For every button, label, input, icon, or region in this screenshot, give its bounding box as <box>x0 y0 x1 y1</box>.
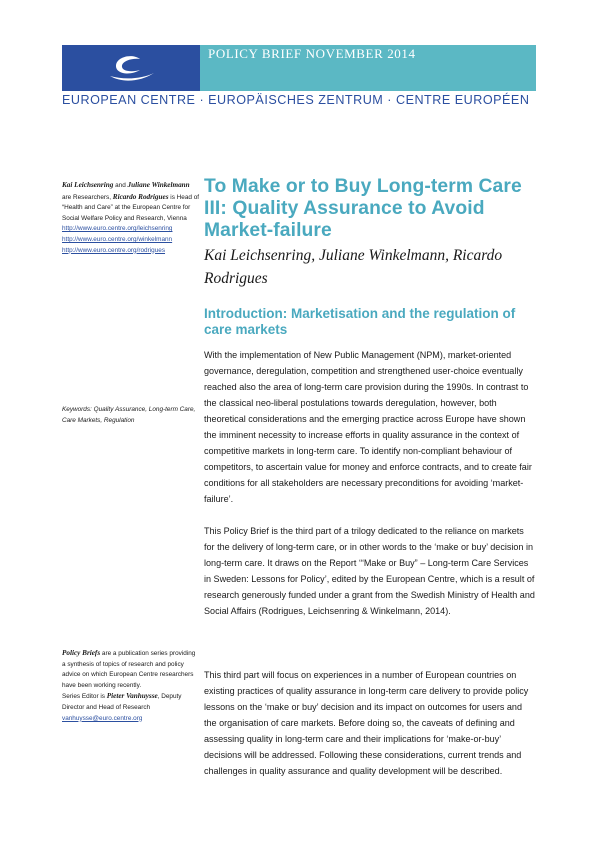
authors-line: Kai Leichsenring, Juliane Winkelmann, Ricardo Rodrigues <box>204 247 503 287</box>
sidebar-text: Series Editor is <box>62 693 107 701</box>
author-link[interactable]: http://www.euro.centre.org/rodrigues <box>62 246 166 254</box>
author-name: Juliane Winkelmann <box>127 181 190 189</box>
policy-brief-label: POLICY BRIEF NOVEMBER 2014 <box>208 46 416 61</box>
sidebar-text: and <box>113 182 128 189</box>
policy-brief-banner <box>200 45 536 91</box>
body-paragraph: This Policy Brief is the third part of a trilogy dedicated to the reliance on markets for the delivery of long-term care, or in other words to the ‘make or buy’ decision in long-term care. It draws on the Report ‘“Make or Buy” – Long-term Care Services in Sweden: Lessons for Policy’, edited by the European Centre, which is a result of research generously funded under a grant from the Swedish Ministry of Health and Social Affairs (Rodrigues, Leichsenring & Winkelmann, 2014). <box>204 526 535 616</box>
author-link[interactable]: http://www.euro.centre.org/winkelmann <box>62 235 173 243</box>
keywords-text: Keywords: Quality Assurance, Long-term Care, Care Markets, Regulation <box>62 406 196 424</box>
sidebar-text: are Researchers, <box>62 193 113 201</box>
author-name: Ricardo Rodrigues <box>112 192 169 201</box>
author-name: Kai Leichsenring <box>62 181 114 189</box>
sidebar-keywords <box>62 405 200 426</box>
european-centre-logo-icon <box>106 49 158 87</box>
body-paragraph: With the implementation of New Public Management (NPM), market-oriented governance, deregulation, competition and strengthened user-choice eventually reached also the area of long-term care provision during the 1990s. In contrast to the classical neo-liberal postulations towards deregulation, however, both theoretical considerations and the emerging practice across Europe have shown the imminent necessity to increase efforts in quality assurance in the context of competitive markets in long-term care. To identify non-compliant behaviour of competitors, to ascertain value for money and enforce contracts, and to create fair conditions for all stakeholders are necessary preconditions for avoiding ‘market-failure’. <box>204 350 532 504</box>
body-paragraph: This third part will focus on experiences in a number of European countries on existing practices of quality assurance in long-term care delivery to provide policy lessons on the ‘make or buy’ decision and its impact on outcomes for users and the organisation of care markets. Before doing so, the caveats of defining and assessing quality in long-term care and their implications for ‘make-or-buy’ decisions will be addressed. Following these considerations, current trends and challenges in quality assurance and quality development will be described. <box>204 670 529 776</box>
logo-banner <box>62 45 200 91</box>
author-link[interactable]: http://www.euro.centre.org/leichsenring <box>62 225 173 233</box>
sidebar-text: is Head of “Health and Care” at the European Centre for Social Welfare Policy and Research, Vienna <box>62 193 200 222</box>
editor-name: Pieter Vanhuysse <box>106 692 158 701</box>
sidebar-text: , Deputy Director and Head of Research <box>62 693 182 711</box>
series-label: Policy Briefs <box>62 649 101 657</box>
centre-names-heading: EUROPEAN CENTRE · EUROPÄISCHES ZENTRUM · CENTRE EUROPÉEN <box>62 93 530 107</box>
editor-email-link[interactable]: vanhuysse@euro.centre.org <box>62 714 143 722</box>
sidebar-authors-note <box>62 180 200 256</box>
sidebar-series-note <box>62 648 200 724</box>
page-title: To Make or to Buy Long-term Care III: Quality Assurance to Avoid Market-failure <box>204 176 522 241</box>
sidebar-text: are a publication series providing a synthesis of topics of research and policy advice on which European Centre researchers have been working recently. <box>62 650 196 689</box>
section-heading: Introduction: Marketisation and the regulation of care markets <box>204 306 516 337</box>
